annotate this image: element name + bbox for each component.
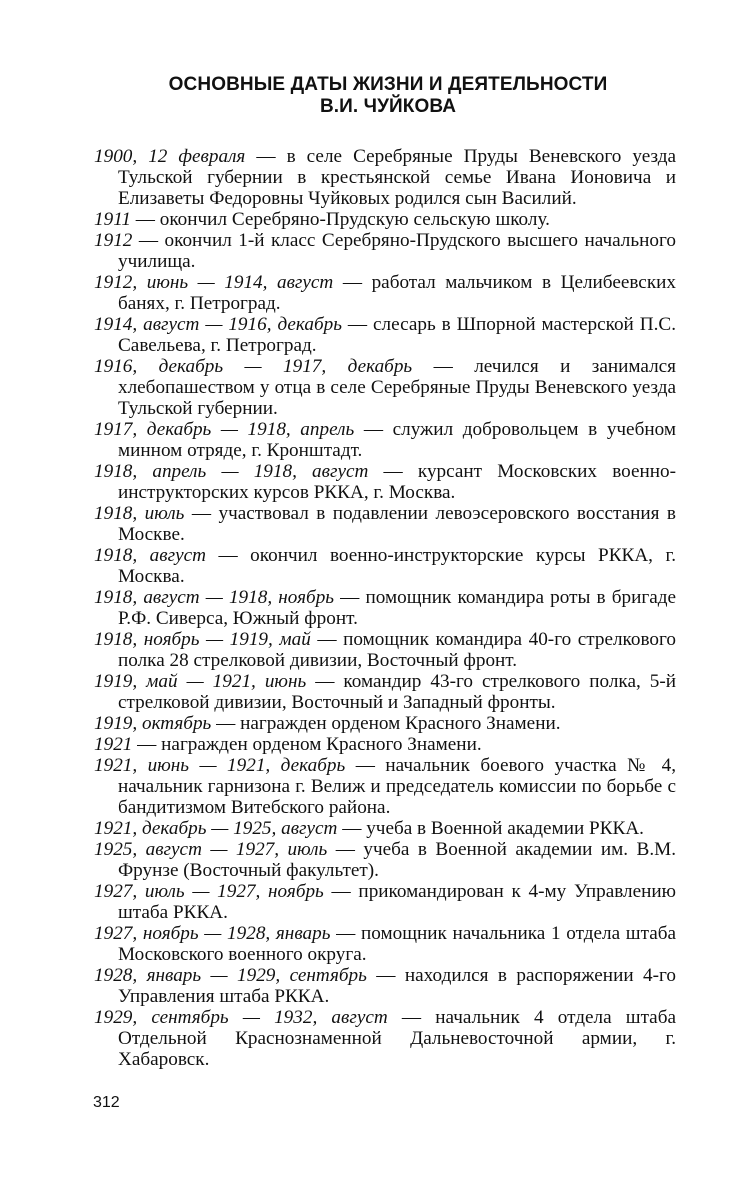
entry-text: — помощник командира роты в бригаде Р.Ф. Сиверса, Южный фронт. [118,587,676,629]
chronology-entry [94,146,676,209]
entry-date: 1900, 12 февраля [94,146,246,167]
page-title [60,74,716,118]
title-line-2: В.И. ЧУЙКОВА [319,96,457,117]
entry-date: 1928, январь — 1929, сентябрь [94,965,367,986]
entry-text: — учеба в Военной академии РККА. [337,818,644,839]
entry-text: — курсант Московских военно-инструкторских курсов РККА, г. Москва. [118,461,676,503]
entry-date: 1927, июль — 1927, ноябрь [94,881,324,902]
entry-text: — окончил 1-й класс Серебряно-Прудского высшего начального училища. [118,230,676,272]
entry-text: — работал мальчиком в Целибеевских банях, г. Петроград. [118,272,676,314]
entry-text: — учеба в Военной академии им. В.М. Фрунзе (Восточный факультет). [118,839,676,881]
entry-text: — служил добровольцем в учебном минном отряде, г. Кронштадт. [118,419,676,461]
chronology-entry [94,629,676,671]
chronology-entry [94,461,676,503]
chronology-entry [94,671,676,713]
chronology-entry [94,209,676,230]
chronology-entry [94,587,676,629]
entry-text: — находился в распоряжении 4-го Управления штаба РККА. [118,965,676,1007]
entry-date: 1921, декабрь — 1925, август [94,818,338,839]
chronology-entry [94,503,676,545]
chronology-entry [94,419,676,461]
entry-date: 1911 [94,209,131,230]
chronology-entry [94,713,676,734]
chronology-entry [94,1007,676,1070]
entry-text: — в селе Серебряные Пруды Веневского уезда Тульской губернии в крестьянской семье Ивана Ионовича и Елизаветы Федоровны Чуйковых родился сын Василий. [118,146,676,209]
entry-date: 1917, декабрь — 1918, апрель [94,419,355,440]
entry-text: — слесарь в Шпорной мастерской П.С. Савельева, г. Петроград. [118,314,676,356]
entry-text: — окончил Серебряно-Прудскую сельскую школу. [130,209,550,230]
entry-date: 1914, август — 1916, декабрь [94,314,342,335]
entry-text: — помощник начальника 1 отдела штаба Московского военного округа. [118,923,676,965]
entry-date: 1918, ноябрь — 1919, май [94,629,311,650]
entry-text: — участвовал в подавлении левоэсеровского восстания в Москве. [118,503,676,545]
entry-text: — окончил военно-инструкторские курсы РККА, г. Москва. [118,545,676,587]
chronology-entry [94,545,676,587]
entry-text: — помощник командира 40-го стрелкового полка 28 стрелковой дивизии, Восточный фронт. [118,629,677,671]
title-line-1: ОСНОВНЫЕ ДАТЫ ЖИЗНИ И ДЕЯТЕЛЬНОСТИ [168,74,608,95]
entry-text: — начальник 4 отдела штаба Отдельной Краснознаменной Дальневосточной армии, г. Хабаровск. [118,1007,676,1070]
entry-text: — прикомандирован к 4-му Управлению штаба РККА. [118,881,676,923]
entry-text: — лечился и занимался хлебопашеством у отца в селе Серебряные Пруды Веневского уезда Тульской губернии. [118,356,677,419]
entry-date: 1919, май — 1921, июнь [94,671,307,692]
entry-date: 1925, август — 1927, июль [94,839,328,860]
entry-date: 1921 [94,734,133,755]
chronology-entry [94,734,676,755]
chronology-entry [94,881,676,923]
chronology-entry [94,818,676,839]
entry-date: 1918, апрель — 1918, август [94,461,369,482]
entry-date: 1927, ноябрь — 1928, январь [94,923,331,944]
entry-text: — начальник боевого участка № 4, начальник гарнизона г. Велиж и председатель комиссии по борьбе с бандитизмом Витебского района. [118,755,676,818]
entry-date: 1918, июль [94,503,185,524]
chronology-entry [94,839,676,881]
entry-date: 1919, октябрь [94,713,212,734]
entry-text: — командир 43-го стрелкового полка, 5-й стрелковой дивизии, Восточный и Западный фронты. [118,671,677,713]
entry-text: — награжден орденом Красного Знамени. [132,734,482,755]
entry-text: — награжден орденом Красного Знамени. [211,713,561,734]
page-number: 312 [93,1094,120,1111]
entry-date: 1912, июнь — 1914, август [94,272,334,293]
entry-date: 1918, август — 1918, ноябрь [94,587,335,608]
entry-date: 1929, сентябрь — 1932, август [94,1007,388,1028]
entry-date: 1918, август [94,545,206,566]
entry-date: 1912 [94,230,133,251]
chronology-entry [94,755,676,818]
chronology-entry [94,965,676,1007]
chronology-entry [94,356,676,419]
chronology-entry [94,272,676,314]
chronology-list [94,146,676,1070]
chronology-entry [94,314,676,356]
chronology-entry [94,923,676,965]
entry-date: 1916, декабрь — 1917, декабрь [94,356,413,377]
chronology-entry [94,230,676,272]
entry-date: 1921, июнь — 1921, декабрь [94,755,346,776]
